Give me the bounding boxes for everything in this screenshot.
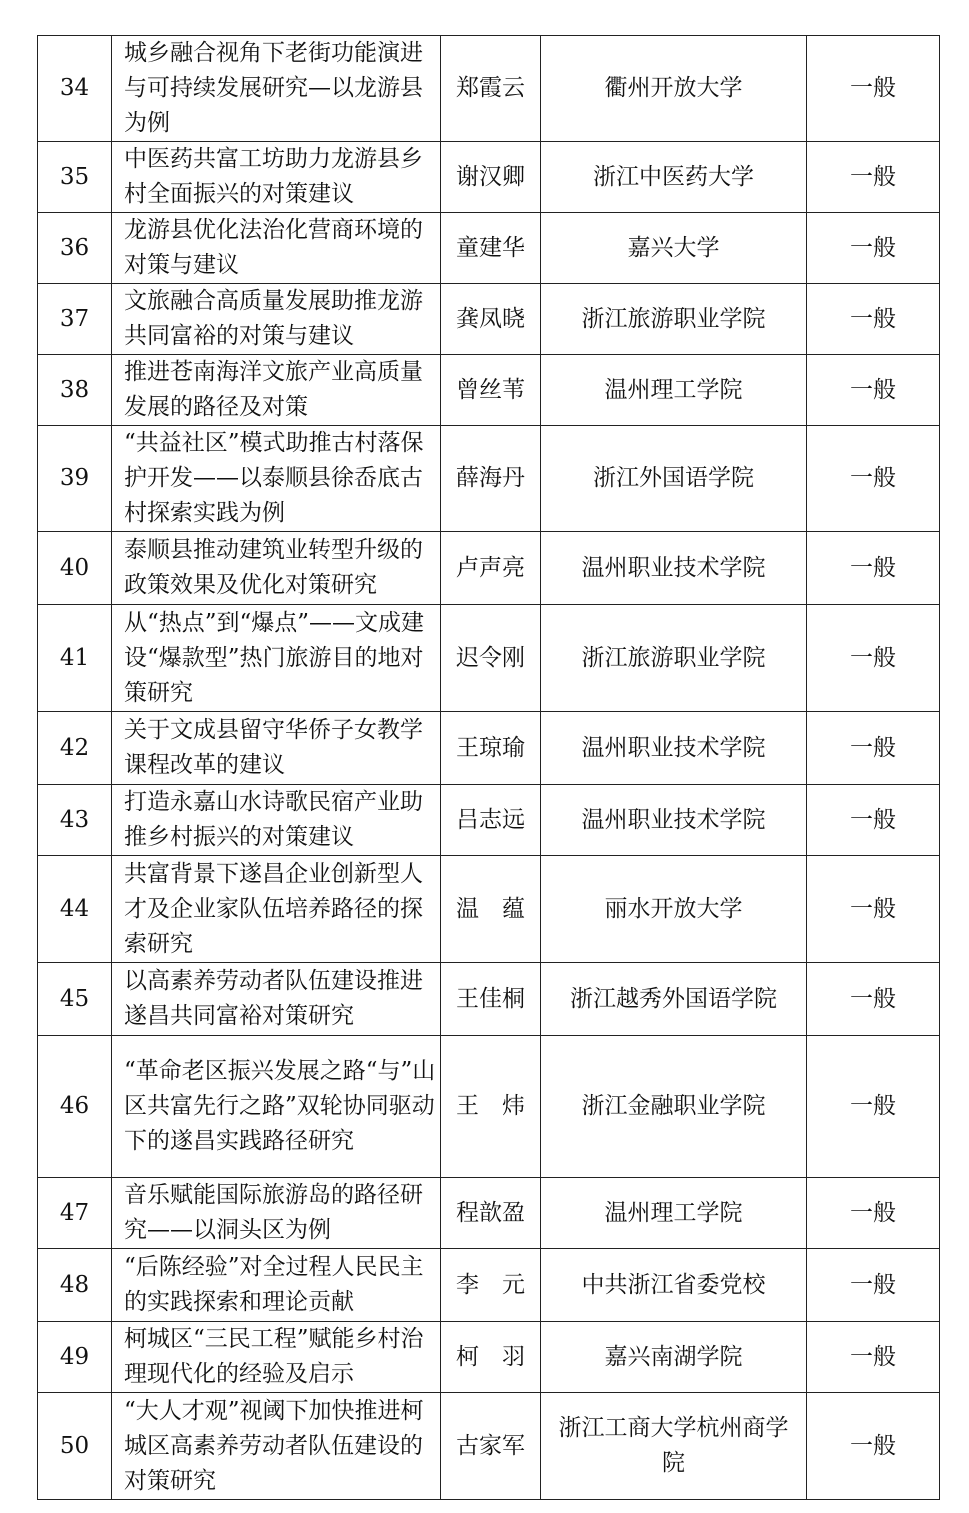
- author-name: 温 蕴: [441, 856, 541, 963]
- row-number: 36: [38, 213, 112, 284]
- organization: 丽水开放大学: [541, 856, 807, 963]
- organization: 温州理工学院: [541, 355, 807, 426]
- project-title: “革命老区振兴发展之路“与”山区共富先行之路”双轮协同驱动下的遂昌实践路径研究: [112, 1036, 441, 1178]
- grade-level: 一般: [807, 284, 940, 355]
- row-number: 41: [38, 605, 112, 712]
- table-body: [38, 36, 940, 1500]
- row-number: 35: [38, 142, 112, 213]
- project-title: 柯城区“三民工程”赋能乡村治理现代化的经验及启示: [112, 1322, 441, 1393]
- project-title: 泰顺县推动建筑业转型升级的政策效果及优化对策研究: [112, 532, 441, 605]
- organization: 衢州开放大学: [541, 36, 807, 142]
- author-name: 柯 羽: [441, 1322, 541, 1393]
- author-name: 郑霞云: [441, 36, 541, 142]
- grade-level: 一般: [807, 712, 940, 785]
- author-name: 谢汉卿: [441, 142, 541, 213]
- table-row: [38, 426, 940, 532]
- organization: 温州职业技术学院: [541, 532, 807, 605]
- row-number: 49: [38, 1322, 112, 1393]
- row-number: 40: [38, 532, 112, 605]
- grade-level: 一般: [807, 1178, 940, 1249]
- row-number: 34: [38, 36, 112, 142]
- author-name: 吕志远: [441, 785, 541, 856]
- grade-level: 一般: [807, 1393, 940, 1500]
- organization: 浙江旅游职业学院: [541, 605, 807, 712]
- project-title: 龙游县优化法治化营商环境的对策与建议: [112, 213, 441, 284]
- row-number: 50: [38, 1393, 112, 1500]
- organization: 温州职业技术学院: [541, 712, 807, 785]
- row-number: 39: [38, 426, 112, 532]
- row-number: 42: [38, 712, 112, 785]
- organization: 浙江旅游职业学院: [541, 284, 807, 355]
- grade-level: 一般: [807, 532, 940, 605]
- table-row: [38, 1249, 940, 1322]
- author-name: 古家军: [441, 1393, 541, 1500]
- row-number: 48: [38, 1249, 112, 1322]
- author-name: 王琼瑜: [441, 712, 541, 785]
- row-number: 45: [38, 963, 112, 1036]
- project-title: 城乡融合视角下老街功能演进与可持续发展研究—以龙游县为例: [112, 36, 441, 142]
- project-title: “后陈经验”对全过程人民民主的实践探索和理论贡献: [112, 1249, 441, 1322]
- author-name: 卢声亮: [441, 532, 541, 605]
- grade-level: 一般: [807, 605, 940, 712]
- project-title: 打造永嘉山水诗歌民宿产业助推乡村振兴的对策建议: [112, 785, 441, 856]
- table-row: [38, 213, 940, 284]
- author-name: 龚凤晓: [441, 284, 541, 355]
- table-row: [38, 785, 940, 856]
- row-number: 38: [38, 355, 112, 426]
- grade-level: 一般: [807, 213, 940, 284]
- author-name: 王 炜: [441, 1036, 541, 1178]
- table-row: [38, 856, 940, 963]
- grade-level: 一般: [807, 963, 940, 1036]
- table-row: [38, 1393, 940, 1500]
- project-title: 关于文成县留守华侨子女教学课程改革的建议: [112, 712, 441, 785]
- grade-level: 一般: [807, 36, 940, 142]
- project-title: 共富背景下遂昌企业创新型人才及企业家队伍培养路径的探索研究: [112, 856, 441, 963]
- author-name: 迟令刚: [441, 605, 541, 712]
- grade-level: 一般: [807, 856, 940, 963]
- author-name: 李 元: [441, 1249, 541, 1322]
- row-number: 47: [38, 1178, 112, 1249]
- table-row: [38, 963, 940, 1036]
- grade-level: 一般: [807, 355, 940, 426]
- author-name: 薛海丹: [441, 426, 541, 532]
- grade-level: 一般: [807, 785, 940, 856]
- author-name: 童建华: [441, 213, 541, 284]
- project-title: 音乐赋能国际旅游岛的路径研究——以洞头区为例: [112, 1178, 441, 1249]
- organization: 温州理工学院: [541, 1178, 807, 1249]
- organization: 嘉兴大学: [541, 213, 807, 284]
- results-table: [37, 35, 940, 1500]
- table-row: [38, 1322, 940, 1393]
- organization: 温州职业技术学院: [541, 785, 807, 856]
- row-number: 43: [38, 785, 112, 856]
- organization: 浙江外国语学院: [541, 426, 807, 532]
- author-name: 程歆盈: [441, 1178, 541, 1249]
- table-row: [38, 532, 940, 605]
- organization: 浙江工商大学杭州商学院: [541, 1393, 807, 1500]
- author-name: 曾丝苇: [441, 355, 541, 426]
- row-number: 44: [38, 856, 112, 963]
- table-row: [38, 605, 940, 712]
- organization: 浙江越秀外国语学院: [541, 963, 807, 1036]
- table-row: [38, 142, 940, 213]
- table-row: [38, 1036, 940, 1178]
- author-name: 王佳桐: [441, 963, 541, 1036]
- organization: 中共浙江省委党校: [541, 1249, 807, 1322]
- table-row: [38, 712, 940, 785]
- project-title: 从“热点”到“爆点”——文成建设“爆款型”热门旅游目的地对策研究: [112, 605, 441, 712]
- organization: 浙江金融职业学院: [541, 1036, 807, 1178]
- table-row: [38, 355, 940, 426]
- project-title: 推进苍南海洋文旅产业高质量发展的路径及对策: [112, 355, 441, 426]
- row-number: 46: [38, 1036, 112, 1178]
- grade-level: 一般: [807, 1249, 940, 1322]
- project-title: 以高素养劳动者队伍建设推进遂昌共同富裕对策研究: [112, 963, 441, 1036]
- row-number: 37: [38, 284, 112, 355]
- table-row: [38, 284, 940, 355]
- table-row: [38, 1178, 940, 1249]
- grade-level: 一般: [807, 426, 940, 532]
- project-title: 文旅融合高质量发展助推龙游共同富裕的对策与建议: [112, 284, 441, 355]
- organization: 浙江中医药大学: [541, 142, 807, 213]
- grade-level: 一般: [807, 142, 940, 213]
- project-title: “共益社区”模式助推古村落保护开发——以泰顺县徐岙底古村探索实践为例: [112, 426, 441, 532]
- grade-level: 一般: [807, 1036, 940, 1178]
- project-title: “大人才观”视阈下加快推进柯城区高素养劳动者队伍建设的对策研究: [112, 1393, 441, 1500]
- grade-level: 一般: [807, 1322, 940, 1393]
- project-title: 中医药共富工坊助力龙游县乡村全面振兴的对策建议: [112, 142, 441, 213]
- organization: 嘉兴南湖学院: [541, 1322, 807, 1393]
- table-row: [38, 36, 940, 142]
